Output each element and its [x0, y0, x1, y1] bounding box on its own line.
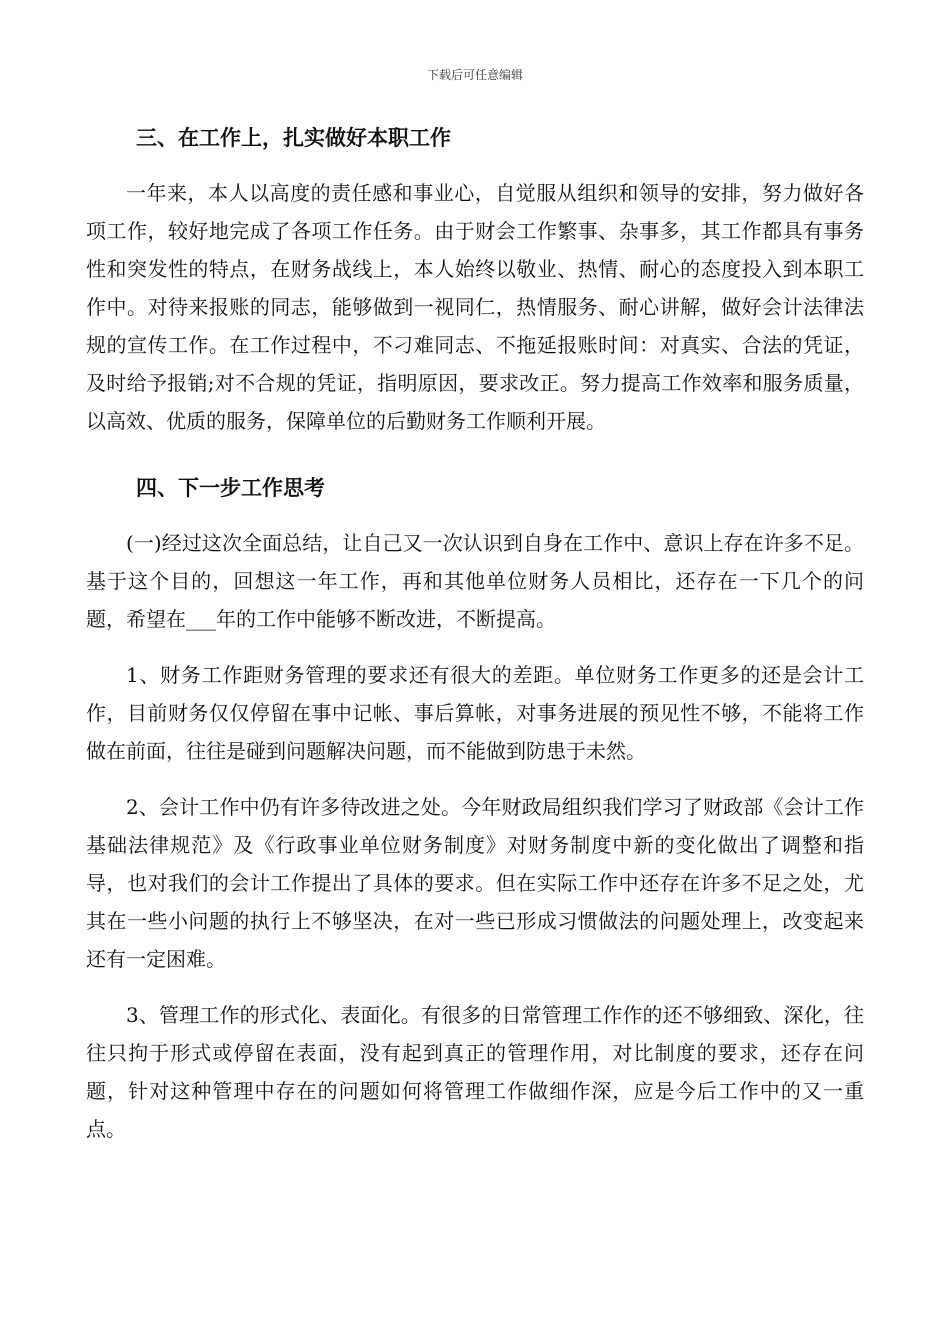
- section-heading-3: 三、在工作上，扎实做好本职工作: [136, 125, 451, 150]
- section-heading-4: 四、下一步工作思考: [136, 475, 325, 500]
- page-header: 下载后可任意编辑: [426, 68, 523, 82]
- paragraph: 一年来，本人以高度的责任感和事业心，自觉服从组织和领导的安排，努力做好各项工作，较好地完成了各项工作任务。由于财会工作繁事、杂事多，其工作都具有事务性和突发性的特点，在财务战线上，本人始终以敬业、热情、耐心的态度投入到本职工作中。对待来报账的同志，能够做到一视同仁，热情服务、耐心讲解，做好会计法律法规的宣传工作。在工作过程中，不刁难同志、不拖延报账时间：对真实、合法的凭证，及时给予报销;对不合规的凭证，指明原因，要求改正。努力提高工作效率和服务质量，以高效、优质的服务，保障单位的后勤财务工作顺利开展。: [86, 181, 864, 433]
- document-body: [86, 122, 864, 1166]
- paragraph: 2、会计工作中仍有许多待改进之处。今年财政局组织我们学习了财政部《会计工作基础法律规范》及《行政事业单位财务制度》对财务制度中新的变化做出了调整和指导，也对我们的会计工作提出了具体的要求。但在实际工作中还存在许多不足之处，尤其在一些小问题的执行上不够坚决，在对一些已形成习惯做法的问题处理上，改变起来还有一定困难。: [86, 795, 864, 971]
- paragraph: 3、管理工作的形式化、表面化。有很多的日常管理工作作的还不够细致、深化，往往只拘于形式或停留在表面，没有起到真正的管理作用，对比制度的要求，还存在问题，针对这种管理中存在的问题如何将管理工作做细作深，应是今后工作中的又一重点。: [86, 1003, 864, 1141]
- paragraph: (一)经过这次全面总结，让自己又一次认识到自身在工作中、意识上存在许多不足。基于这个目的，回想这一年工作，再和其他单位财务人员相比，还存在一下几个的问题，希望在___年的工作中能够不断改进，不断提高。: [86, 531, 864, 631]
- paragraph: 1、财务工作距财务管理的要求还有很大的差距。单位财务工作更多的还是会计工作，目前财务仅仅停留在事中记帐、事后算帐，对事务进展的预见性不够，不能将工作做在前面，往往是碰到问题解决问题，而不能做到防患于未然。: [86, 663, 864, 763]
